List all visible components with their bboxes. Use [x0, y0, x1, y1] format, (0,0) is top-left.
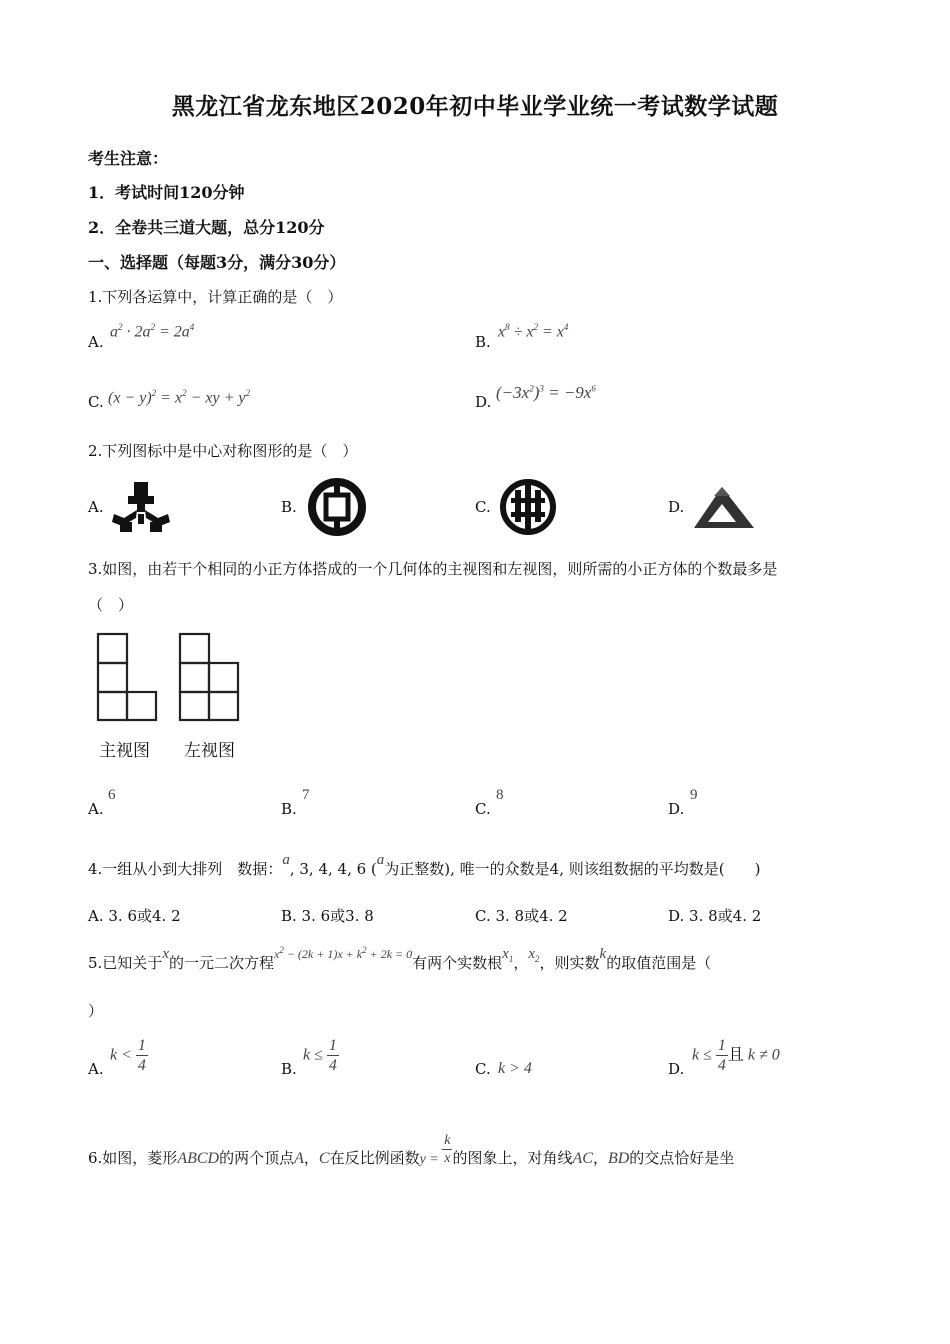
front-view-figure [96, 632, 158, 722]
q5-option-d-label: D. [668, 1060, 685, 1078]
q1-option-d-label: D. [475, 393, 492, 411]
q3-option-b-value: 7 [302, 787, 310, 803]
notice-heading: 考生注意： [88, 149, 169, 168]
page-title: 黑龙江省龙东地区2020年初中毕业学业统一考试数学试题 [171, 93, 779, 120]
coin-logo-icon [306, 476, 368, 538]
q1-option-b-formula: $x^8 \div x^2 = x^4$ [498, 322, 569, 341]
q1-option-a-formula: $a^2 \cdot 2a^2 = 2a^4$ [110, 322, 195, 341]
left-view-figure [178, 632, 240, 722]
q5-option-b-formula: k ≤ $\frac{1}{4}$ [303, 1037, 337, 1074]
q5-option-c-formula: k > 4 [498, 1060, 532, 1077]
q5-option-a-formula: k < $\frac{1}{4}$ [110, 1037, 146, 1074]
q3-option-b-label: B. [281, 800, 297, 818]
q4-option-a: A. 3. 6或4. 2 [88, 907, 181, 925]
q5-option-d-formula: k ≤ $\frac{1}{4}$ 且 k ≠ 0 [692, 1037, 780, 1074]
q1-stem: 1.下列各运算中，计算正确的是（ ） [88, 288, 343, 306]
q3-stem: 3.如图，由若干个相同的小正方体搭成的一个几何体的主视图和左视图，则所需的小正方体的个数最多是 [88, 560, 778, 578]
q3-stem-cont: （ ） [88, 596, 134, 614]
triangle-logo-icon [692, 484, 756, 532]
q2-option-a-label: A. [88, 498, 104, 516]
q4-option-d: D. 3. 8或4. 2 [668, 907, 762, 925]
q4-stem: 4.一组从小到大排列 数据：a, 3, 4, 4, 6 (a为正整数), 唯一的众数是4, 则该组数据的平均数是( ) [88, 852, 761, 878]
q5-option-a-label: A. [88, 1060, 104, 1078]
q3-option-d-label: D. [668, 800, 685, 818]
q4-option-b: B. 3. 6或3. 8 [281, 907, 374, 925]
front-view-label: 主视图 [99, 741, 150, 761]
q5-option-c-label: C. [475, 1060, 491, 1078]
q3-option-a-label: A. [88, 800, 104, 818]
q4-option-c: C. 3. 8或4. 2 [475, 907, 568, 925]
q2-stem: 2.下列图标中是中心对称图形的是（ ） [88, 442, 358, 460]
q2-option-c-label: C. [475, 498, 491, 516]
notice-item-1: 1．考试时间120分钟 [88, 183, 245, 202]
bank-logo-icon [497, 476, 559, 538]
q2-option-d-label: D. [668, 498, 685, 516]
q3-option-c-value: 8 [496, 787, 504, 803]
tri-logo-icon [108, 480, 174, 536]
q1-option-d-formula: $(-3x^2)^3 = -9x^6$ [496, 383, 596, 402]
q6-stem: 6.如图，菱形ABCD的两个顶点A，C在反比例函数y = $\frac{k}{x}$ 的图象上，对角线AC，BD的交点恰好是坐 [88, 1133, 735, 1168]
q2-option-b-label: B. [281, 498, 297, 516]
q5-stem: 5.已知关于x的一元二次方程$^{x^2 - (2k + 1)x + k^2 + 2k = 0}$有两个实数根$x_1$，$x_2$，则实数k的取值范围是（ [88, 945, 712, 972]
q3-option-d-value: 9 [690, 787, 698, 803]
q5-stem-cont: ） [88, 1002, 104, 1020]
q1-option-c-label: C. [88, 393, 104, 411]
q3-option-a-value: 6 [108, 787, 116, 803]
q3-option-c-label: C. [475, 800, 491, 818]
notice-item-2: 2．全卷共三道大题，总分120分 [88, 218, 325, 237]
section-heading: 一、选择题（每题3分，满分30分） [88, 253, 346, 272]
q1-option-b-label: B. [475, 333, 491, 351]
q5-option-b-label: B. [281, 1060, 297, 1078]
q1-option-c-formula: $(x - y)^2 = x^2$ − xy + $y^2$ [108, 388, 250, 407]
q1-option-a-label: A. [88, 333, 104, 351]
left-view-label: 左视图 [184, 741, 235, 761]
